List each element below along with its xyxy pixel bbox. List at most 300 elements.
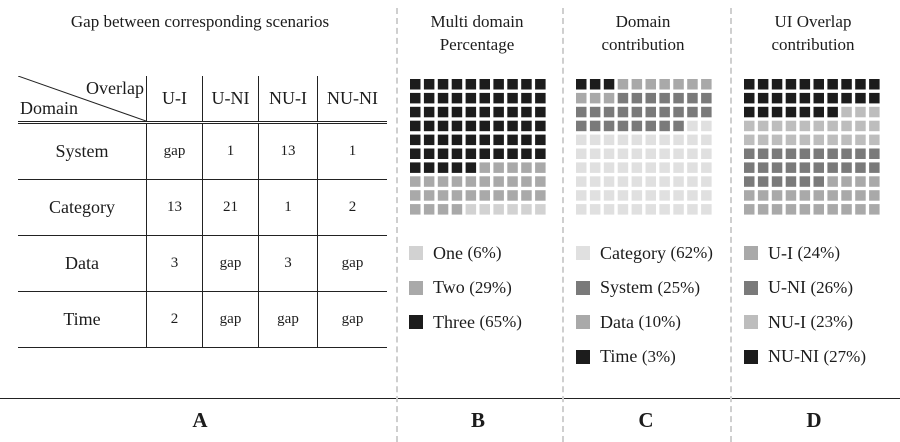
waffle-cell	[758, 190, 769, 201]
panel-a-title: Gap between corresponding scenarios	[70, 12, 330, 31]
waffle-cell	[646, 190, 657, 201]
waffle-cell	[424, 149, 435, 160]
waffle-cell	[452, 135, 463, 146]
waffle-cell	[424, 135, 435, 146]
legend-item	[576, 236, 713, 271]
waffle-cell	[841, 79, 852, 90]
waffle-cell	[493, 93, 504, 104]
waffle-cell	[758, 121, 769, 132]
row-label: Data	[18, 236, 147, 292]
waffle-cell	[758, 162, 769, 173]
waffle-cell	[466, 176, 477, 187]
col-header: NU-I	[259, 76, 318, 123]
waffle-cell	[841, 176, 852, 187]
waffle-cell	[855, 204, 866, 215]
waffle-cell	[590, 176, 601, 187]
waffle-cell	[632, 190, 643, 201]
table-row	[18, 123, 387, 180]
waffle-cell	[438, 93, 449, 104]
table-cell: 21	[203, 180, 259, 236]
waffle-cell	[576, 162, 587, 173]
waffle-cell	[410, 190, 421, 201]
waffle-cell	[521, 149, 532, 160]
legend-item	[576, 271, 713, 306]
waffle-cell	[410, 162, 421, 173]
waffle-cell	[855, 135, 866, 146]
waffle-cell	[590, 107, 601, 118]
waffle-cell	[673, 204, 684, 215]
waffle-cell	[786, 107, 797, 118]
waffle-cell	[466, 79, 477, 90]
waffle-cell	[814, 176, 825, 187]
legend-swatch	[744, 350, 758, 364]
waffle-cell	[424, 190, 435, 201]
waffle-cell	[646, 204, 657, 215]
waffle-cell	[772, 107, 783, 118]
waffle-cell	[673, 107, 684, 118]
waffle-cell	[646, 162, 657, 173]
waffle-cell	[493, 79, 504, 90]
waffle-cell	[424, 204, 435, 215]
waffle-cell	[618, 190, 629, 201]
waffle-cell	[869, 121, 880, 132]
legend-item	[409, 236, 522, 271]
waffle-cell	[521, 204, 532, 215]
waffle-cell	[535, 176, 546, 187]
waffle-cell	[590, 93, 601, 104]
legend-swatch	[409, 281, 423, 295]
waffle-cell	[841, 149, 852, 160]
table-cell: 1	[259, 180, 318, 236]
table-cell: 1	[318, 123, 388, 180]
waffle-cell	[772, 204, 783, 215]
waffle-cell	[687, 176, 698, 187]
waffle-cell	[744, 121, 755, 132]
waffle-cell	[687, 204, 698, 215]
waffle-cell	[521, 176, 532, 187]
waffle-cell	[604, 79, 615, 90]
waffle-cell	[869, 190, 880, 201]
panel-letter-b: B	[470, 408, 485, 432]
waffle-cell	[480, 107, 491, 118]
waffle-cell	[507, 79, 518, 90]
waffle-cell	[576, 121, 587, 132]
waffle-cell	[521, 190, 532, 201]
waffle-cell	[841, 162, 852, 173]
legend-swatch	[576, 281, 590, 295]
waffle-cell	[424, 176, 435, 187]
waffle-cell	[701, 176, 712, 187]
waffle-cell	[701, 162, 712, 173]
waffle-cell	[452, 107, 463, 118]
waffle-cell	[786, 93, 797, 104]
waffle-cell	[493, 204, 504, 215]
table-cell: 3	[259, 236, 318, 292]
panel-letter-c: C	[638, 408, 654, 432]
waffle-cell	[869, 107, 880, 118]
waffle-cell	[576, 204, 587, 215]
waffle-cell	[701, 93, 712, 104]
waffle-cell	[410, 121, 421, 132]
waffle-cell	[744, 149, 755, 160]
waffle-cell	[744, 204, 755, 215]
waffle-cell	[424, 107, 435, 118]
waffle-cell	[535, 93, 546, 104]
panel-c-title: Domain contribution	[601, 12, 685, 54]
legend-d	[744, 236, 866, 374]
waffle-cell	[659, 121, 670, 132]
table-cell: gap	[203, 236, 259, 292]
table-cell: gap	[318, 292, 388, 348]
waffle-cell	[632, 107, 643, 118]
waffle-cell	[466, 121, 477, 132]
waffle-cell	[814, 121, 825, 132]
waffle-cell	[659, 149, 670, 160]
waffle-cell	[687, 121, 698, 132]
waffle-cell	[535, 121, 546, 132]
panel-separator	[396, 8, 398, 442]
waffle-cell	[590, 79, 601, 90]
waffle-cell	[590, 204, 601, 215]
waffle-cell	[480, 176, 491, 187]
waffle-cell	[590, 121, 601, 132]
waffle-d	[744, 79, 894, 219]
legend-pct: (6%)	[467, 243, 502, 263]
legend-pct: (25%)	[657, 277, 700, 297]
waffle-cell	[814, 107, 825, 118]
waffle-cell	[452, 121, 463, 132]
waffle-cell	[772, 121, 783, 132]
waffle-cell	[632, 204, 643, 215]
waffle-cell	[786, 135, 797, 146]
waffle-cell	[480, 93, 491, 104]
legend-name: One	[433, 242, 463, 263]
waffle-cell	[659, 107, 670, 118]
waffle-cell	[646, 107, 657, 118]
legend-pct: (23%)	[810, 312, 853, 332]
waffle-cell	[827, 190, 838, 201]
waffle-cell	[869, 204, 880, 215]
waffle-cell	[855, 107, 866, 118]
legend-swatch	[409, 315, 423, 329]
waffle-cell	[507, 121, 518, 132]
legend-pct: (10%)	[638, 312, 681, 332]
waffle-cell	[507, 149, 518, 160]
panel-letter-d: D	[806, 408, 822, 432]
row-label: Category	[18, 180, 147, 236]
waffle-cell	[438, 107, 449, 118]
waffle-cell	[772, 149, 783, 160]
waffle-cell	[827, 135, 838, 146]
legend-pct: (27%)	[823, 346, 866, 366]
waffle-cell	[758, 204, 769, 215]
table-cell: gap	[318, 236, 388, 292]
waffle-cell	[410, 176, 421, 187]
waffle-cell	[687, 79, 698, 90]
waffle-cell	[646, 135, 657, 146]
waffle-cell	[424, 162, 435, 173]
waffle-cell	[800, 93, 811, 104]
waffle-cell	[827, 121, 838, 132]
corner-domain-label: Domain	[20, 98, 78, 118]
waffle-cell	[521, 93, 532, 104]
waffle-cell	[466, 93, 477, 104]
col-header: U-I	[147, 76, 203, 123]
waffle-cell	[646, 149, 657, 160]
waffle-cell	[576, 93, 587, 104]
waffle-cell	[438, 162, 449, 173]
waffle-cell	[438, 149, 449, 160]
waffle-cell	[438, 204, 449, 215]
waffle-cell	[521, 162, 532, 173]
waffle-cell	[772, 162, 783, 173]
waffle-cell	[507, 190, 518, 201]
waffle-cell	[493, 176, 504, 187]
waffle-cell	[744, 176, 755, 187]
waffle-cell	[855, 190, 866, 201]
waffle-cell	[701, 149, 712, 160]
table-row	[18, 236, 387, 292]
legend-item	[576, 340, 713, 375]
legend-name: U-NI	[768, 277, 806, 298]
waffle-cell	[772, 93, 783, 104]
waffle-cell	[493, 162, 504, 173]
waffle-cell	[480, 204, 491, 215]
waffle-cell	[814, 135, 825, 146]
legend-pct: (62%)	[670, 243, 713, 263]
waffle-cell	[841, 204, 852, 215]
waffle-cell	[758, 93, 769, 104]
legend-item	[744, 305, 866, 340]
legend-name: NU-NI	[768, 346, 819, 367]
waffle-cell	[452, 204, 463, 215]
waffle-cell	[687, 190, 698, 201]
waffle-cell	[618, 162, 629, 173]
waffle-cell	[604, 176, 615, 187]
waffle-cell	[827, 107, 838, 118]
waffle-cell	[701, 121, 712, 132]
legend-swatch	[409, 246, 423, 260]
waffle-cell	[827, 162, 838, 173]
legend-c	[576, 236, 713, 374]
waffle-cell	[701, 107, 712, 118]
waffle-cell	[576, 135, 587, 146]
waffle-cell	[659, 79, 670, 90]
waffle-cell	[800, 204, 811, 215]
waffle-cell	[438, 190, 449, 201]
waffle-cell	[632, 162, 643, 173]
waffle-cell	[604, 162, 615, 173]
legend-b	[409, 236, 522, 340]
waffle-cell	[521, 121, 532, 132]
table-cell: gap	[203, 292, 259, 348]
waffle-cell	[466, 162, 477, 173]
legend-swatch	[744, 315, 758, 329]
table-row	[18, 292, 387, 348]
waffle-cell	[687, 135, 698, 146]
waffle-cell	[452, 93, 463, 104]
waffle-cell	[480, 121, 491, 132]
waffle-cell	[576, 79, 587, 90]
waffle-cell	[786, 176, 797, 187]
waffle-cell	[744, 190, 755, 201]
legend-pct: (29%)	[469, 277, 512, 297]
waffle-cell	[493, 190, 504, 201]
waffle-cell	[410, 204, 421, 215]
waffle-cell	[814, 79, 825, 90]
waffle-cell	[800, 121, 811, 132]
waffle-cell	[618, 121, 629, 132]
waffle-cell	[618, 79, 629, 90]
panel-b-title: Multi domain Percentage	[430, 12, 524, 54]
row-label: Time	[18, 292, 147, 348]
waffle-cell	[855, 93, 866, 104]
waffle-cell	[659, 204, 670, 215]
waffle-cell	[576, 176, 587, 187]
waffle-cell	[841, 107, 852, 118]
waffle-cell	[673, 162, 684, 173]
waffle-cell	[673, 79, 684, 90]
waffle-cell	[827, 79, 838, 90]
waffle-cell	[452, 176, 463, 187]
waffle-cell	[604, 204, 615, 215]
waffle-cell	[590, 135, 601, 146]
waffle-cell	[673, 93, 684, 104]
waffle-cell	[673, 176, 684, 187]
legend-pct: (3%)	[641, 346, 676, 366]
waffle-cell	[646, 176, 657, 187]
waffle-cell	[480, 135, 491, 146]
waffle-cell	[673, 121, 684, 132]
waffle-cell	[659, 93, 670, 104]
waffle-cell	[841, 190, 852, 201]
waffle-cell	[452, 149, 463, 160]
waffle-cell	[687, 107, 698, 118]
waffle-cell	[758, 79, 769, 90]
waffle-cell	[814, 204, 825, 215]
waffle-cell	[800, 135, 811, 146]
waffle-cell	[772, 176, 783, 187]
waffle-cell	[618, 107, 629, 118]
waffle-cell	[855, 149, 866, 160]
panel-separator	[730, 8, 732, 442]
waffle-cell	[827, 204, 838, 215]
waffle-cell	[604, 135, 615, 146]
waffle-cell	[687, 93, 698, 104]
waffle-cell	[452, 79, 463, 90]
waffle-cell	[758, 107, 769, 118]
waffle-cell	[758, 135, 769, 146]
waffle-cell	[800, 190, 811, 201]
waffle-cell	[646, 79, 657, 90]
waffle-cell	[424, 121, 435, 132]
legend-swatch	[744, 281, 758, 295]
waffle-cell	[659, 135, 670, 146]
waffle-cell	[452, 162, 463, 173]
waffle-cell	[814, 93, 825, 104]
table-row	[18, 180, 387, 236]
waffle-cell	[800, 149, 811, 160]
waffle-cell	[410, 135, 421, 146]
legend-name: System	[600, 277, 654, 298]
waffle-cell	[618, 176, 629, 187]
waffle-cell	[466, 204, 477, 215]
col-header: NU-NI	[318, 76, 388, 123]
waffle-cell	[507, 93, 518, 104]
col-header: U-NI	[203, 76, 259, 123]
legend-name: Three	[433, 311, 475, 332]
waffle-cell	[827, 149, 838, 160]
waffle-cell	[632, 93, 643, 104]
waffle-cell	[855, 79, 866, 90]
waffle-cell	[535, 135, 546, 146]
waffle-cell	[424, 79, 435, 90]
table-cell: 3	[147, 236, 203, 292]
waffle-cell	[410, 79, 421, 90]
waffle-cell	[786, 121, 797, 132]
waffle-cell	[576, 190, 587, 201]
waffle-cell	[632, 149, 643, 160]
waffle-cell	[576, 107, 587, 118]
legend-swatch	[744, 246, 758, 260]
table-cell: 13	[147, 180, 203, 236]
waffle-cell	[576, 149, 587, 160]
legend-name: U-I	[768, 242, 793, 263]
waffle-cell	[659, 176, 670, 187]
legend-item	[744, 340, 866, 375]
waffle-cell	[535, 162, 546, 173]
waffle-cell	[855, 121, 866, 132]
waffle-cell	[841, 121, 852, 132]
table-cell: 1	[203, 123, 259, 180]
legend-name: Category	[600, 242, 666, 263]
waffle-cell	[632, 135, 643, 146]
waffle-cell	[493, 107, 504, 118]
waffle-cell	[535, 190, 546, 201]
waffle-cell	[410, 149, 421, 160]
waffle-cell	[772, 79, 783, 90]
legend-swatch	[576, 350, 590, 364]
waffle-cell	[814, 149, 825, 160]
waffle-cell	[786, 79, 797, 90]
waffle-cell	[480, 190, 491, 201]
waffle-cell	[758, 176, 769, 187]
waffle-cell	[507, 135, 518, 146]
table-cell: gap	[147, 123, 203, 180]
waffle-cell	[744, 79, 755, 90]
waffle-cell	[507, 176, 518, 187]
waffle-cell	[673, 135, 684, 146]
panel-separator	[562, 8, 564, 442]
waffle-cell	[604, 149, 615, 160]
waffle-cell	[855, 176, 866, 187]
legend-item	[744, 271, 866, 306]
waffle-cell	[590, 149, 601, 160]
waffle-cell	[687, 162, 698, 173]
table-cell: gap	[259, 292, 318, 348]
waffle-cell	[744, 162, 755, 173]
legend-swatch	[576, 315, 590, 329]
waffle-cell	[604, 107, 615, 118]
waffle-cell	[493, 149, 504, 160]
waffle-cell	[786, 162, 797, 173]
waffle-cell	[701, 135, 712, 146]
waffle-cell	[800, 162, 811, 173]
waffle-cell	[590, 190, 601, 201]
waffle-cell	[744, 93, 755, 104]
waffle-cell	[604, 190, 615, 201]
waffle-cell	[827, 176, 838, 187]
